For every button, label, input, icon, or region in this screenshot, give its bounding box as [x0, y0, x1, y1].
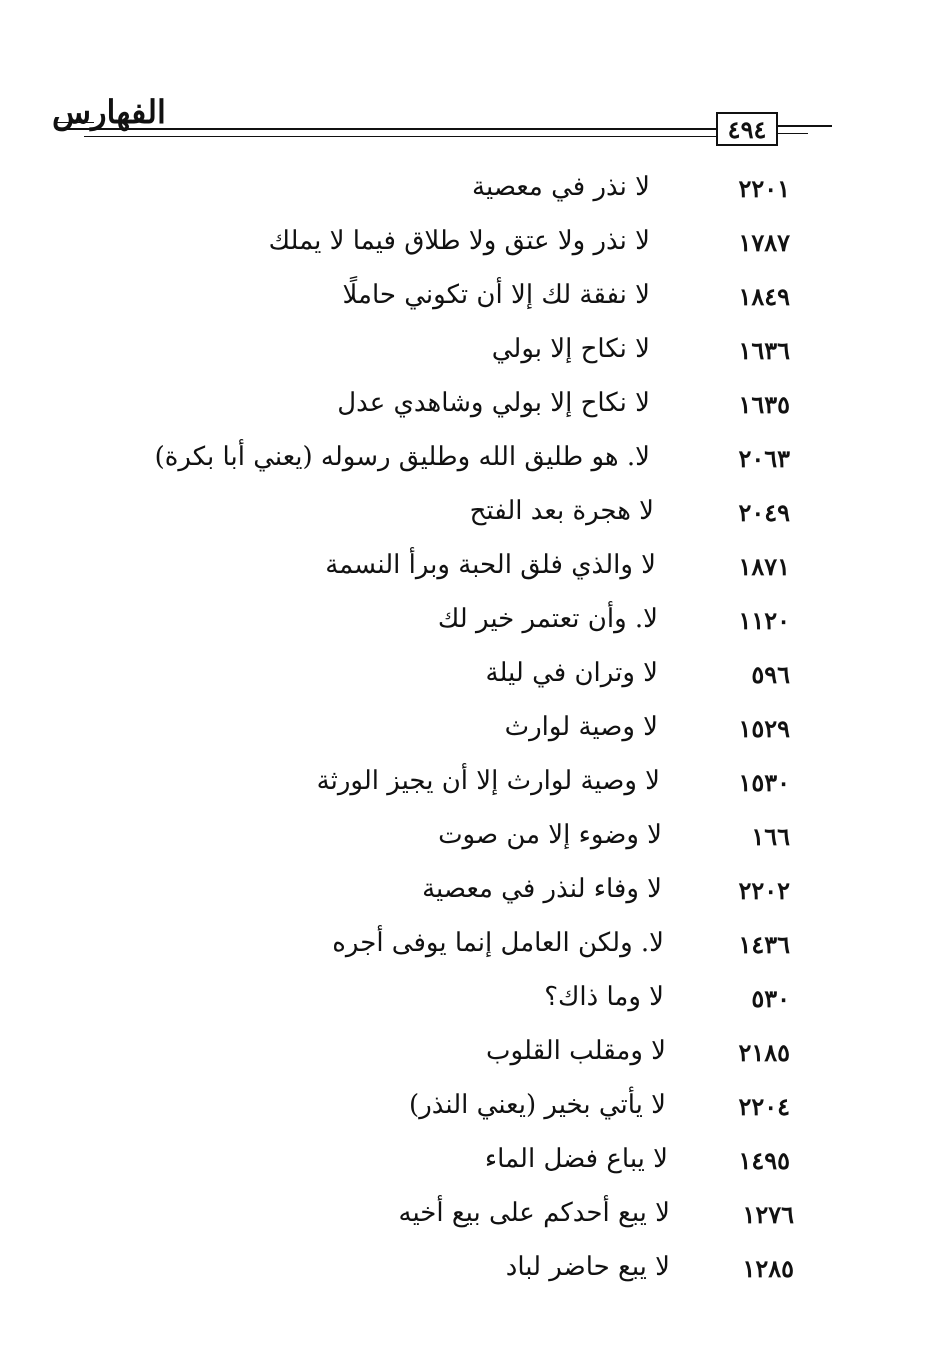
header-rule-top: [56, 128, 716, 130]
index-entry: [0, 976, 940, 1030]
hadith-text: لا نكاح إلا بولي: [491, 334, 650, 364]
index-entry: [0, 598, 940, 652]
index-entry: [0, 1084, 940, 1138]
hadith-number: ١٢٧٦: [742, 1200, 794, 1229]
hadith-number: ١١٢٠: [738, 606, 790, 635]
hadith-text: لا. ولكن العامل إنما يوفى أجره: [332, 928, 664, 958]
page-header: [0, 0, 940, 160]
index-entry: [0, 1138, 940, 1192]
hadith-number: ٥٩٦: [751, 660, 790, 689]
hadith-number: ١٤٩٥: [738, 1146, 790, 1175]
hadith-number: ٥٣٠: [751, 984, 790, 1013]
index-entry: [0, 922, 940, 976]
header-rule-right-top: [778, 125, 832, 127]
index-entry: [0, 274, 940, 328]
hadith-text: لا وضوء إلا من صوت: [438, 820, 662, 850]
hadith-number: ٢٢٠٢: [738, 876, 790, 905]
index-entry: [0, 166, 940, 220]
hadith-text: لا ومقلب القلوب: [486, 1036, 666, 1066]
hadith-text: لا يبع حاضر لباد: [505, 1252, 670, 1282]
hadith-text: لا وفاء لنذر في معصية: [422, 874, 662, 904]
hadith-text: لا يبع أحدكم على بيع أخيه: [398, 1198, 670, 1228]
hadith-number: ٢١٨٥: [738, 1038, 790, 1067]
hadith-number: ٢٠٤٩: [738, 498, 790, 527]
index-entry: [0, 1246, 940, 1300]
index-entry: [0, 490, 940, 544]
hadith-text: لا وصية لوارث إلا أن يجيز الورثة: [316, 766, 660, 796]
hadith-number: ١٨٤٩: [738, 282, 790, 311]
index-entry: [0, 1030, 940, 1084]
hadith-number: ١٨٧١: [738, 552, 790, 581]
page-number-box: [716, 112, 778, 146]
hadith-number: ١٤٣٦: [738, 930, 790, 959]
hadith-number: ١٦٣٦: [738, 336, 790, 365]
hadith-text: لا. وأن تعتمر خير لك: [437, 604, 658, 634]
hadith-number: ١٥٣٠: [738, 768, 790, 797]
header-rule-right-bottom: [778, 133, 808, 134]
header-rule-bottom: [84, 136, 716, 137]
hadith-number: ١٧٨٧: [738, 228, 790, 257]
hadith-text: لا والذي فلق الحبة وبرأ النسمة: [325, 550, 656, 580]
hadith-text: لا. هو طليق الله وطليق رسوله (يعني أبا بكرة): [154, 442, 650, 472]
page-number: ٤٩٤: [727, 114, 767, 144]
index-entry: [0, 760, 940, 814]
index-entry: [0, 814, 940, 868]
index-entry: [0, 220, 940, 274]
hadith-number: ٢٢٠٤: [738, 1092, 790, 1121]
hadith-text: لا هجرة بعد الفتح: [469, 496, 654, 526]
hadith-number: ١٥٢٩: [738, 714, 790, 743]
hadith-text: لا يأتي بخير (يعني النذر): [409, 1090, 666, 1120]
index-entry: [0, 328, 940, 382]
hadith-text: لا نفقة لك إلا أن تكوني حاملًا: [342, 280, 650, 310]
hadith-number: ١٢٨٥: [742, 1254, 794, 1283]
index-entry: [0, 1192, 940, 1246]
hadith-text: لا نذر في معصية: [472, 172, 650, 202]
hadith-text: لا وتران في ليلة: [485, 658, 658, 688]
index-entry: [0, 868, 940, 922]
hadith-number: ١٦٦: [751, 822, 790, 851]
hadith-text: لا وما ذاك؟: [544, 982, 664, 1012]
hadith-text: لا وصية لوارث: [504, 712, 658, 742]
index-entry: [0, 544, 940, 598]
index-entry: [0, 706, 940, 760]
index-entry: [0, 652, 940, 706]
section-title: الفهارس: [52, 93, 166, 131]
hadith-number: ٢٠٦٣: [738, 444, 790, 473]
hadith-number: ٢٢٠١: [738, 174, 790, 203]
hadith-text: لا يباع فضل الماء: [484, 1144, 668, 1174]
hadith-text: لا نكاح إلا بولي وشاهدي عدل: [337, 388, 650, 418]
header-rule-ornament: [54, 122, 94, 123]
index-entry: [0, 382, 940, 436]
index-entry: [0, 436, 940, 490]
hadith-number: ١٦٣٥: [738, 390, 790, 419]
hadith-text: لا نذر ولا عتق ولا طلاق فيما لا يملك: [268, 226, 650, 256]
